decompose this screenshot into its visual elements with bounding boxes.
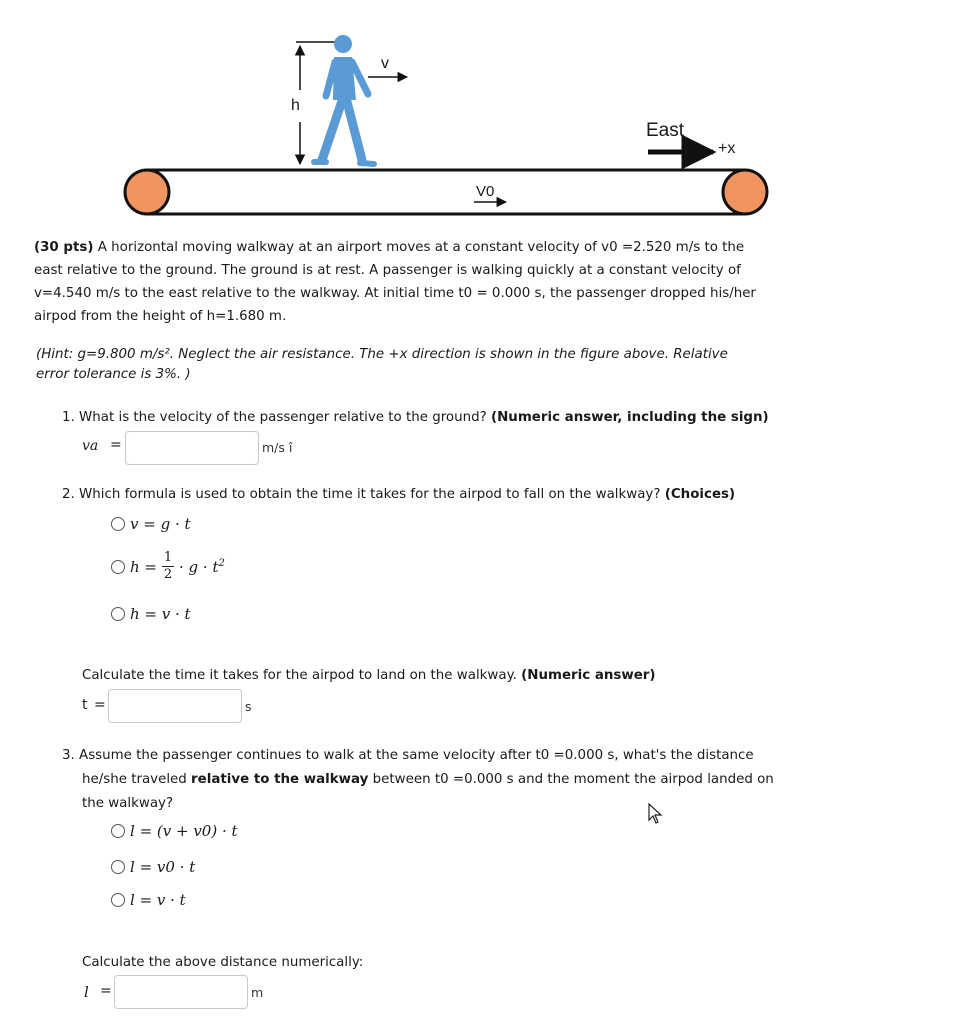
q3-calc-prompt: Calculate the above distance numerically:: [82, 955, 364, 970]
choice-text: l = (v + v0) · t: [130, 822, 238, 840]
question-1-text: 1. What is the velocity of the passenger relative to the ground?: [62, 410, 487, 425]
question-3-emphasis: relative to the walkway: [191, 772, 369, 787]
choice-text: l = v · t: [130, 891, 186, 909]
walking-person: [314, 35, 374, 164]
walkway-belt: [125, 170, 767, 214]
question-1-tag: (Numeric answer, including the sign): [490, 410, 769, 425]
q3-choice-2[interactable]: [111, 858, 195, 876]
q2-choice-2[interactable]: h = $\frac{1}{2}$ · $g \cdot t^2$: [111, 551, 225, 582]
q1-unit: m/s î: [262, 440, 293, 455]
q2-calc-text: Calculate the time it takes for the airpod to land on the walkway.: [82, 668, 517, 683]
question-2: [62, 487, 735, 502]
choice-text: l = v0 · t: [130, 858, 196, 876]
radio-button[interactable]: [111, 824, 125, 838]
problem-line-1: A horizontal moving walkway at an airport moves at a constant velocity of v0 =2.520 m/s to the: [97, 240, 745, 255]
velocity-label: v: [381, 55, 389, 72]
points-label: (30 pts): [34, 240, 94, 255]
question-3-line-2-pre: he/she traveled: [82, 772, 187, 787]
problem-line-4: airpod from the height of h=1.680 m.: [34, 309, 287, 324]
q2-unit: s: [245, 699, 252, 714]
radio-button[interactable]: [111, 860, 125, 874]
choice-text: h = v · t: [130, 605, 191, 623]
q2-calc-prompt: [82, 668, 656, 683]
mouse-cursor-icon: [648, 803, 664, 825]
choice-text: v = g · t: [130, 515, 191, 533]
q2-choice-3[interactable]: [111, 605, 191, 623]
q1-variable: va: [82, 438, 99, 454]
axis-label: +x: [718, 140, 736, 157]
q2-equals: =: [94, 697, 106, 713]
q2-calc-tag: (Numeric answer): [521, 668, 656, 683]
walkway-velocity-label: V0: [476, 183, 495, 200]
problem-statement: [34, 236, 944, 328]
east-label: East: [646, 120, 685, 141]
hint-line-1: (Hint: g=9.800 m/s². Neglect the air resistance. The +x direction is shown in the figure above. Relative: [36, 347, 728, 362]
right-roller: [723, 170, 767, 214]
problem-line-3: v=4.540 m/s to the east relative to the walkway. At initial time t0 = 0.000 s, the passenger dropped his/her: [34, 286, 756, 301]
distance-answer-input[interactable]: [114, 975, 248, 1009]
left-roller: [125, 170, 169, 214]
time-answer-input[interactable]: [108, 689, 242, 723]
q3-equals: =: [100, 983, 112, 999]
half-fraction: $\frac{1}{2}$: [163, 550, 173, 582]
question-2-tag: (Choices): [664, 487, 736, 502]
radio-button[interactable]: [111, 893, 125, 907]
q1-equals: =: [110, 437, 122, 453]
question-3: [62, 744, 774, 816]
q3-variable: l: [84, 983, 89, 1001]
velocity-answer-input[interactable]: [125, 431, 259, 465]
question-1: [62, 410, 769, 425]
q3-choice-1[interactable]: [111, 822, 238, 840]
hint-line-2: error tolerance is 3%. ): [36, 367, 191, 382]
question-3-line-1: 3. Assume the passenger continues to walk at the same velocity after t0 =0.000 s, what's the distance: [62, 748, 754, 763]
radio-button[interactable]: [111, 607, 125, 621]
q2-variable: t: [82, 697, 88, 713]
question-3-line-3: the walkway?: [82, 796, 174, 811]
question-2-text: 2. Which formula is used to obtain the time it takes for the airpod to fall on the walkway?: [62, 487, 661, 502]
height-label: h: [291, 97, 300, 114]
q3-choice-3[interactable]: [111, 891, 186, 909]
q2-choice-1[interactable]: [111, 515, 191, 533]
hint: [36, 345, 936, 385]
question-3-line-2-post: between t0 =0.000 s and the moment the airpod landed on: [372, 772, 774, 787]
radio-button[interactable]: [111, 517, 125, 531]
problem-line-2: east relative to the ground. The ground is at rest. A passenger is walking quickly at a constant velocity of: [34, 263, 741, 278]
radio-button[interactable]: [111, 560, 125, 574]
q3-unit: m: [251, 985, 264, 1000]
